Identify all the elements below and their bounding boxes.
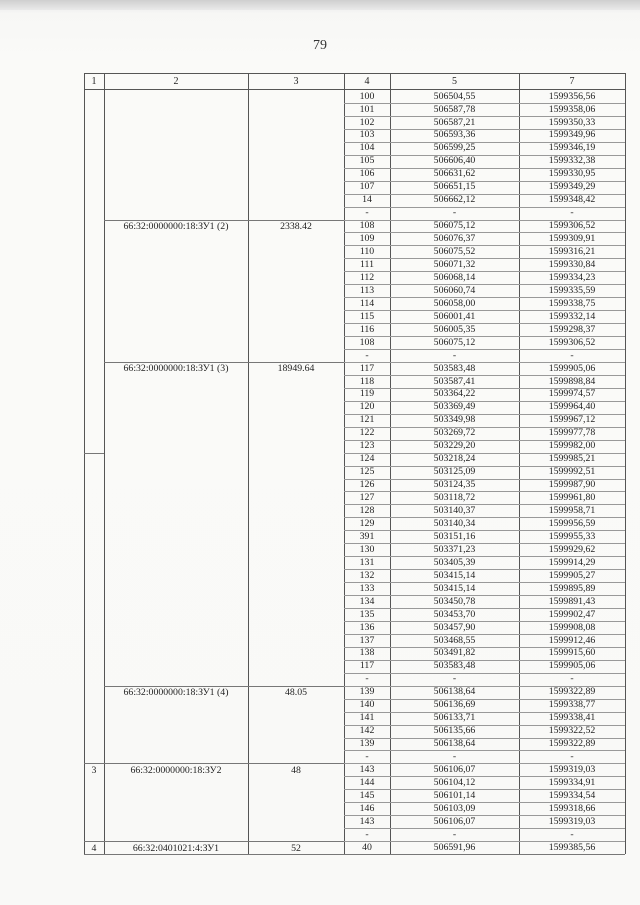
- x-coordinate-cell: 506075,12: [433, 220, 476, 232]
- coordinates-table: [84, 73, 625, 854]
- point-number-cell: 114: [359, 297, 375, 309]
- point-number-cell: 111: [360, 258, 374, 270]
- x-coordinate-cell: 506106,07: [433, 764, 476, 775]
- y-coordinate-cell: 1599322,89: [548, 686, 596, 698]
- y-coordinate-cell: 1599908,08: [548, 621, 596, 633]
- y-coordinate-cell: 1599902,47: [548, 608, 596, 620]
- x-coordinate-cell: 503349,98: [433, 414, 476, 426]
- y-coordinate-cell: 1599385,56: [548, 841, 596, 853]
- point-number-cell: 129: [359, 517, 375, 529]
- point-number-cell: 143: [359, 815, 375, 827]
- header-col-2: 2: [173, 76, 179, 87]
- y-coordinate-cell: 1599349,29: [548, 181, 596, 193]
- point-number-cell: 143: [359, 764, 375, 775]
- y-coordinate-cell: 1599309,91: [548, 233, 596, 245]
- cadastral-number: 66:32:0000000:18:ЗУ1 (3): [123, 363, 229, 375]
- x-coordinate-cell: 503140,37: [433, 505, 476, 516]
- point-number-cell: 117: [359, 362, 375, 374]
- point-number-cell: 106: [359, 168, 375, 180]
- point-number-cell: 116: [359, 323, 375, 335]
- x-coordinate-cell: 503218,24: [433, 453, 476, 465]
- x-coordinate-cell: 503457,90: [433, 621, 476, 633]
- point-number-cell: 146: [359, 802, 375, 814]
- header-col-1: 1: [91, 76, 97, 87]
- x-coordinate-cell: 503405,39: [433, 556, 476, 568]
- x-coordinate-cell: 503125,09: [433, 466, 476, 478]
- item-number: [84, 687, 104, 699]
- point-number-cell: 391: [359, 530, 375, 542]
- x-coordinate-cell: 506135,66: [433, 725, 476, 737]
- x-coordinate-cell: 503491,82: [433, 647, 476, 659]
- point-number-cell: 144: [359, 776, 375, 788]
- y-coordinate-cell: 1599967,12: [548, 414, 596, 426]
- point-number-cell: 126: [359, 479, 375, 491]
- point-number-cell: 108: [359, 336, 375, 348]
- y-coordinate-cell: 1599306,52: [548, 220, 596, 232]
- point-number-cell: 40: [362, 841, 372, 853]
- y-coordinate-cell: 1599961,80: [548, 492, 596, 504]
- y-coordinate-cell: 1599316,21: [548, 246, 596, 257]
- area-value: 48: [291, 764, 301, 776]
- point-number-cell: 140: [359, 699, 375, 711]
- x-coordinate-cell: 506075,12: [433, 336, 476, 348]
- y-coordinate-cell: 1599992,51: [548, 466, 596, 478]
- cadastral-number: 66:32:0000000:18:ЗУ1 (4): [123, 687, 229, 699]
- point-number-cell: 128: [359, 505, 375, 516]
- x-coordinate-cell: 503468,55: [433, 634, 476, 646]
- point-number-cell: 101: [359, 103, 375, 115]
- y-coordinate-cell: 1599912,46: [548, 634, 596, 646]
- x-coordinate-cell: -: [452, 751, 457, 763]
- item-number: 3: [91, 764, 97, 776]
- x-coordinate-cell: 503364,22: [433, 388, 476, 400]
- x-coordinate-cell: 506101,14: [433, 789, 476, 801]
- y-coordinate-cell: 1599915,60: [548, 647, 596, 659]
- x-coordinate-cell: -: [452, 349, 457, 361]
- point-number-cell: 118: [359, 375, 375, 387]
- y-coordinate-cell: 1599905,06: [548, 362, 596, 374]
- cadastral-number: 66:32:0000000:18:ЗУ1 (2): [123, 221, 229, 232]
- point-number-cell: 138: [359, 647, 375, 659]
- y-coordinate-cell: 1599977,78: [548, 427, 596, 439]
- x-coordinate-cell: 503453,70: [433, 608, 476, 620]
- y-coordinate-cell: 1599338,75: [548, 297, 596, 309]
- header-col-5: 5: [452, 76, 457, 87]
- x-coordinate-cell: 506058,00: [433, 297, 476, 309]
- x-coordinate-cell: 503415,14: [433, 569, 476, 581]
- item-number: 4: [91, 842, 97, 854]
- y-coordinate-cell: 1599332,38: [548, 155, 596, 167]
- x-coordinate-cell: 503151,16: [433, 530, 476, 542]
- y-coordinate-cell: 1599322,52: [548, 725, 596, 737]
- y-coordinate-cell: 1599334,23: [548, 271, 596, 283]
- y-coordinate-cell: 1599905,06: [548, 660, 596, 672]
- y-coordinate-cell: 1599350,33: [548, 116, 596, 128]
- area-value: 52: [291, 842, 301, 854]
- y-coordinate-cell: 1599298,37: [548, 323, 596, 335]
- point-number-cell: 136: [359, 621, 375, 633]
- point-number-cell: 117: [359, 660, 375, 672]
- x-coordinate-cell: 506076,37: [433, 233, 476, 245]
- x-coordinate-cell: 503415,14: [433, 582, 476, 594]
- x-coordinate-cell: 503229,20: [433, 440, 476, 452]
- y-coordinate-cell: 1599987,90: [548, 479, 596, 491]
- x-coordinate-cell: 506103,09: [433, 802, 476, 814]
- y-coordinate-cell: 1599334,54: [548, 789, 596, 801]
- x-coordinate-cell: 506599,25: [433, 142, 476, 154]
- point-number-cell: -: [365, 751, 369, 763]
- x-coordinate-cell: 506068,14: [433, 271, 476, 283]
- y-coordinate-cell: 1599338,41: [548, 712, 596, 724]
- x-coordinate-cell: -: [452, 673, 457, 685]
- cadastral-number: 66:32:0401021:4:ЗУ1: [132, 842, 220, 854]
- y-coordinate-cell: -: [570, 349, 574, 361]
- item-number: [84, 363, 104, 375]
- y-coordinate-cell: -: [570, 207, 574, 219]
- point-number-cell: 105: [359, 155, 375, 167]
- point-number-cell: 107: [359, 181, 375, 193]
- column-divider: [248, 73, 249, 854]
- y-coordinate-cell: 1599905,27: [548, 569, 596, 581]
- x-coordinate-cell: 506104,12: [433, 776, 476, 788]
- y-coordinate-cell: 1599334,91: [548, 776, 596, 788]
- area-value: 48.05: [284, 687, 308, 699]
- x-coordinate-cell: 506662,12: [433, 194, 476, 206]
- point-number-cell: 139: [359, 738, 375, 750]
- y-coordinate-cell: 1599318,66: [548, 802, 596, 814]
- table-header-row: [84, 73, 625, 90]
- point-number-cell: 120: [359, 401, 375, 413]
- x-coordinate-cell: 503369,49: [433, 401, 476, 413]
- x-coordinate-cell: 506593,36: [433, 129, 476, 141]
- header-col-4: 4: [364, 76, 370, 87]
- point-number-cell: 134: [359, 595, 375, 607]
- point-number-cell: 132: [359, 569, 375, 581]
- y-coordinate-cell: 1599956,59: [548, 517, 596, 529]
- point-number-cell: 139: [359, 686, 375, 698]
- y-coordinate-cell: 1599974,57: [548, 388, 596, 400]
- point-number-cell: 103: [359, 129, 375, 141]
- y-coordinate-cell: 1599319,03: [548, 764, 596, 775]
- point-number-cell: 100: [359, 90, 375, 102]
- x-coordinate-cell: 506005,35: [433, 323, 476, 335]
- x-coordinate-cell: -: [452, 828, 457, 840]
- point-number-cell: 102: [359, 116, 375, 128]
- y-coordinate-cell: -: [570, 751, 574, 763]
- x-coordinate-cell: 503124,35: [433, 479, 476, 491]
- point-number-cell: 112: [359, 271, 375, 283]
- point-number-cell: 121: [359, 414, 375, 426]
- header-col-3: 3: [293, 76, 299, 87]
- x-coordinate-cell: 506106,07: [433, 815, 476, 827]
- y-coordinate-cell: 1599335,59: [548, 284, 596, 296]
- column-divider: [84, 73, 85, 854]
- y-coordinate-cell: 1599356,56: [548, 90, 596, 102]
- scan-edge: [0, 0, 640, 10]
- y-coordinate-cell: 1599955,33: [548, 530, 596, 542]
- x-coordinate-cell: 506133,71: [433, 712, 476, 724]
- area-value: 2338.42: [280, 221, 312, 232]
- point-number-cell: 104: [359, 142, 375, 154]
- x-coordinate-cell: 503583,48: [433, 660, 476, 672]
- x-coordinate-cell: 503118,72: [433, 492, 476, 504]
- x-coordinate-cell: 506060,74: [433, 284, 476, 296]
- x-coordinate-cell: 506136,69: [433, 699, 476, 711]
- y-coordinate-cell: 1599348,42: [548, 194, 596, 206]
- y-coordinate-cell: 1599914,29: [548, 556, 596, 568]
- point-number-cell: 130: [359, 543, 375, 555]
- point-number-cell: 115: [359, 310, 375, 322]
- x-coordinate-cell: 506587,21: [433, 116, 476, 128]
- y-coordinate-cell: 1599898,84: [548, 375, 596, 387]
- point-number-cell: 137: [359, 634, 375, 646]
- point-number-cell: 133: [359, 582, 375, 594]
- x-coordinate-cell: 506001,41: [433, 310, 476, 322]
- point-number-cell: 135: [359, 608, 375, 620]
- group-divider: [84, 453, 104, 454]
- point-number-cell: 127: [359, 492, 375, 504]
- point-number-cell: 109: [359, 233, 375, 245]
- point-number-cell: -: [365, 673, 369, 685]
- y-coordinate-cell: 1599958,71: [548, 505, 596, 516]
- x-coordinate-cell: 503450,78: [433, 595, 476, 607]
- y-coordinate-cell: 1599982,00: [548, 440, 596, 452]
- x-coordinate-cell: 506138,64: [433, 738, 476, 750]
- column-divider: [104, 73, 105, 854]
- y-coordinate-cell: 1599322,89: [548, 738, 596, 750]
- y-coordinate-cell: 1599891,43: [548, 595, 596, 607]
- y-coordinate-cell: 1599985,21: [548, 453, 596, 465]
- y-coordinate-cell: 1599338,77: [548, 699, 596, 711]
- x-coordinate-cell: 506587,78: [433, 103, 476, 115]
- x-coordinate-cell: -: [452, 207, 457, 219]
- point-number-cell: -: [365, 828, 369, 840]
- y-coordinate-cell: 1599349,96: [548, 129, 596, 141]
- y-coordinate-cell: 1599332,14: [548, 310, 596, 322]
- y-coordinate-cell: 1599929,62: [548, 543, 596, 555]
- x-coordinate-cell: 503269,72: [433, 427, 476, 439]
- point-number-cell: 123: [359, 440, 375, 452]
- y-coordinate-cell: 1599358,06: [548, 103, 596, 115]
- header-col-7: 7: [569, 76, 575, 87]
- point-number-cell: 142: [359, 725, 375, 737]
- y-coordinate-cell: 1599330,84: [548, 258, 596, 270]
- y-coordinate-cell: 1599964,40: [548, 401, 596, 413]
- x-coordinate-cell: 506138,64: [433, 686, 476, 698]
- point-number-cell: 141: [359, 712, 375, 724]
- point-number-cell: 125: [359, 466, 375, 478]
- point-number-cell: 14: [362, 194, 372, 206]
- x-coordinate-cell: 503587,41: [433, 375, 476, 387]
- point-number-cell: 145: [359, 789, 375, 801]
- point-number-cell: 108: [359, 220, 375, 232]
- x-coordinate-cell: 506651,15: [433, 181, 476, 193]
- point-number-cell: 113: [359, 284, 375, 296]
- point-number-cell: -: [365, 349, 369, 361]
- y-coordinate-cell: -: [570, 673, 574, 685]
- cadastral-number: 66:32:0000000:18:ЗУ2: [130, 764, 222, 776]
- point-number-cell: 119: [359, 388, 375, 400]
- x-coordinate-cell: 506631,62: [433, 168, 476, 180]
- y-coordinate-cell: 1599306,52: [548, 336, 596, 348]
- y-coordinate-cell: 1599895,89: [548, 582, 596, 594]
- page-number: 79: [313, 38, 327, 53]
- x-coordinate-cell: 503583,48: [433, 362, 476, 374]
- area-value: 18949.64: [277, 363, 315, 375]
- x-coordinate-cell: 506071,32: [433, 258, 476, 270]
- point-number-cell: 131: [359, 556, 375, 568]
- point-number-cell: 122: [359, 427, 375, 439]
- y-coordinate-cell: 1599330,95: [548, 168, 596, 180]
- x-coordinate-cell: 506075,52: [433, 246, 476, 257]
- x-coordinate-cell: 506504,55: [433, 90, 476, 102]
- x-coordinate-cell: 506606,40: [433, 155, 476, 167]
- x-coordinate-cell: 506591,96: [433, 841, 476, 853]
- point-number-cell: 110: [359, 246, 375, 257]
- x-coordinate-cell: 503371,23: [433, 543, 476, 555]
- item-number: [84, 221, 104, 233]
- y-coordinate-cell: 1599319,03: [548, 815, 596, 827]
- point-number-cell: -: [365, 207, 369, 219]
- column-divider: [625, 73, 626, 854]
- point-number-cell: 124: [359, 453, 375, 465]
- y-coordinate-cell: -: [570, 828, 574, 840]
- x-coordinate-cell: 503140,34: [433, 517, 476, 529]
- y-coordinate-cell: 1599346,19: [548, 142, 596, 154]
